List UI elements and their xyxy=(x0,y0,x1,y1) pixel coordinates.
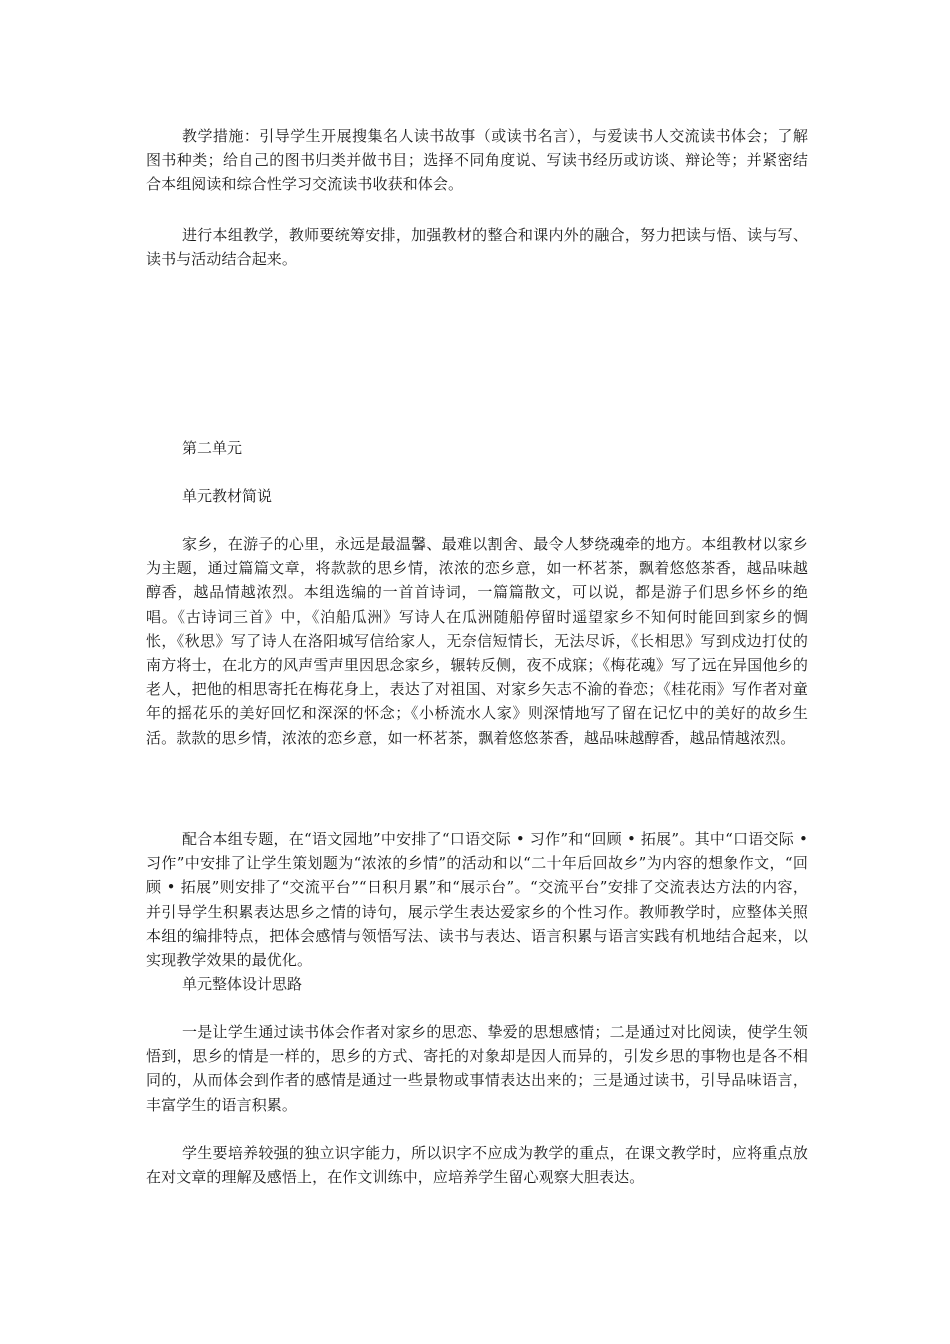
design-heading: 单元整体设计思路 xyxy=(182,975,303,993)
unit-title: 第二单元 xyxy=(182,439,243,457)
teaching-measures-paragraph: 教学措施：引导学生开展搜集名人读书故事（或读书名言），与爱读书人交流读书体会；了解图书种类；给自己的图书归类并做书目；选择不同角度说、写读书经历或访谈、辩论等；并紧密结合本组阅读和综合性学习交流读书收获和体会。 xyxy=(146,127,808,194)
design-paragraph-literacy: 学生要培养较强的独立识字能力，所以识字不应成为教学的重点，在课文教学时，应将重点放在对文章的理解及感悟上，在作文训练中，应培养学生留心观察大胆表达。 xyxy=(146,1144,808,1187)
design-paragraph-goals: 一是让学生通过读书体会作者对家乡的思恋、挚爱的思想感情；二是通过对比阅读，使学生领悟到，思乡的情是一样的，思乡的方式、寄托的对象却是因人而异的，引发乡思的事物也是各不相同的，从而体会到作者的感情是通过一些景物或事情表达出来的；三是通过读书，引导品味语言，丰富学生的语言积累。 xyxy=(146,1023,808,1114)
overview-heading: 单元教材简说 xyxy=(182,487,273,505)
teaching-integration-paragraph: 进行本组教学，教师要统筹安排，加强教材的整合和课内外的融合，努力把读与悟、读与写、读书与活动结合起来。 xyxy=(146,226,808,269)
overview-paragraph-language-garden: 配合本组专题，在“语文园地”中安排了“口语交际 • 习作”和“回顾 • 拓展”。其中“口语交际 • 习作”中安排了让学生策划题为“浓浓的乡情”的活动和以“二十年后回故乡”为内容的想象作文，“回顾 • 拓展”则安排了“交流平台”“日积月累”和“展示台”。“交流平台”安排了交流表达方法的内容，并引导学生积累表达思乡之情的诗句，展示学生表达爱家乡的个性习作。教师教学时，应整体关照本组的编排特点，把体会感情与领悟写法、读书与表达、语言积累与语言实践有机地结合起来，以实现教学效果的最优化。 xyxy=(146,830,808,970)
overview-paragraph-hometown: 家乡，在游子的心里，永远是最温馨、最难以割舍、最令人梦绕魂牵的地方。本组教材以家乡为主题，通过篇篇文章，将款款的思乡情，浓浓的恋乡意，如一杯茗茶，飘着悠悠茶香，越品味越醇香，越品情越浓烈。本组选编的一首首诗词，一篇篇散文，可以说，都是游子们思乡怀乡的绝唱。《古诗词三首》中，《泊船瓜洲》写诗人在瓜洲随船停留时遥望家乡不知何时能回到家乡的惆怅，《秋思》写了诗人在洛阳城写信给家人，无奈信短情长，无法尽诉，《长相思》写到戍边打仗的南方将士，在北方的风声雪声里因思念家乡，辗转反侧，夜不成寐；《梅花魂》写了远在异国他乡的老人，把他的相思寄托在梅花身上，表达了对祖国、对家乡矢志不渝的眷恋；《桂花雨》写作者对童年的摇花乐的美好回忆和深深的怀念；《小桥流水人家》则深情地写了留在记忆中的美好的故乡生活。款款的思乡情，浓浓的恋乡意，如一杯茗茶，飘着悠悠茶香，越品味越醇香，越品情越浓烈。 xyxy=(146,535,808,747)
